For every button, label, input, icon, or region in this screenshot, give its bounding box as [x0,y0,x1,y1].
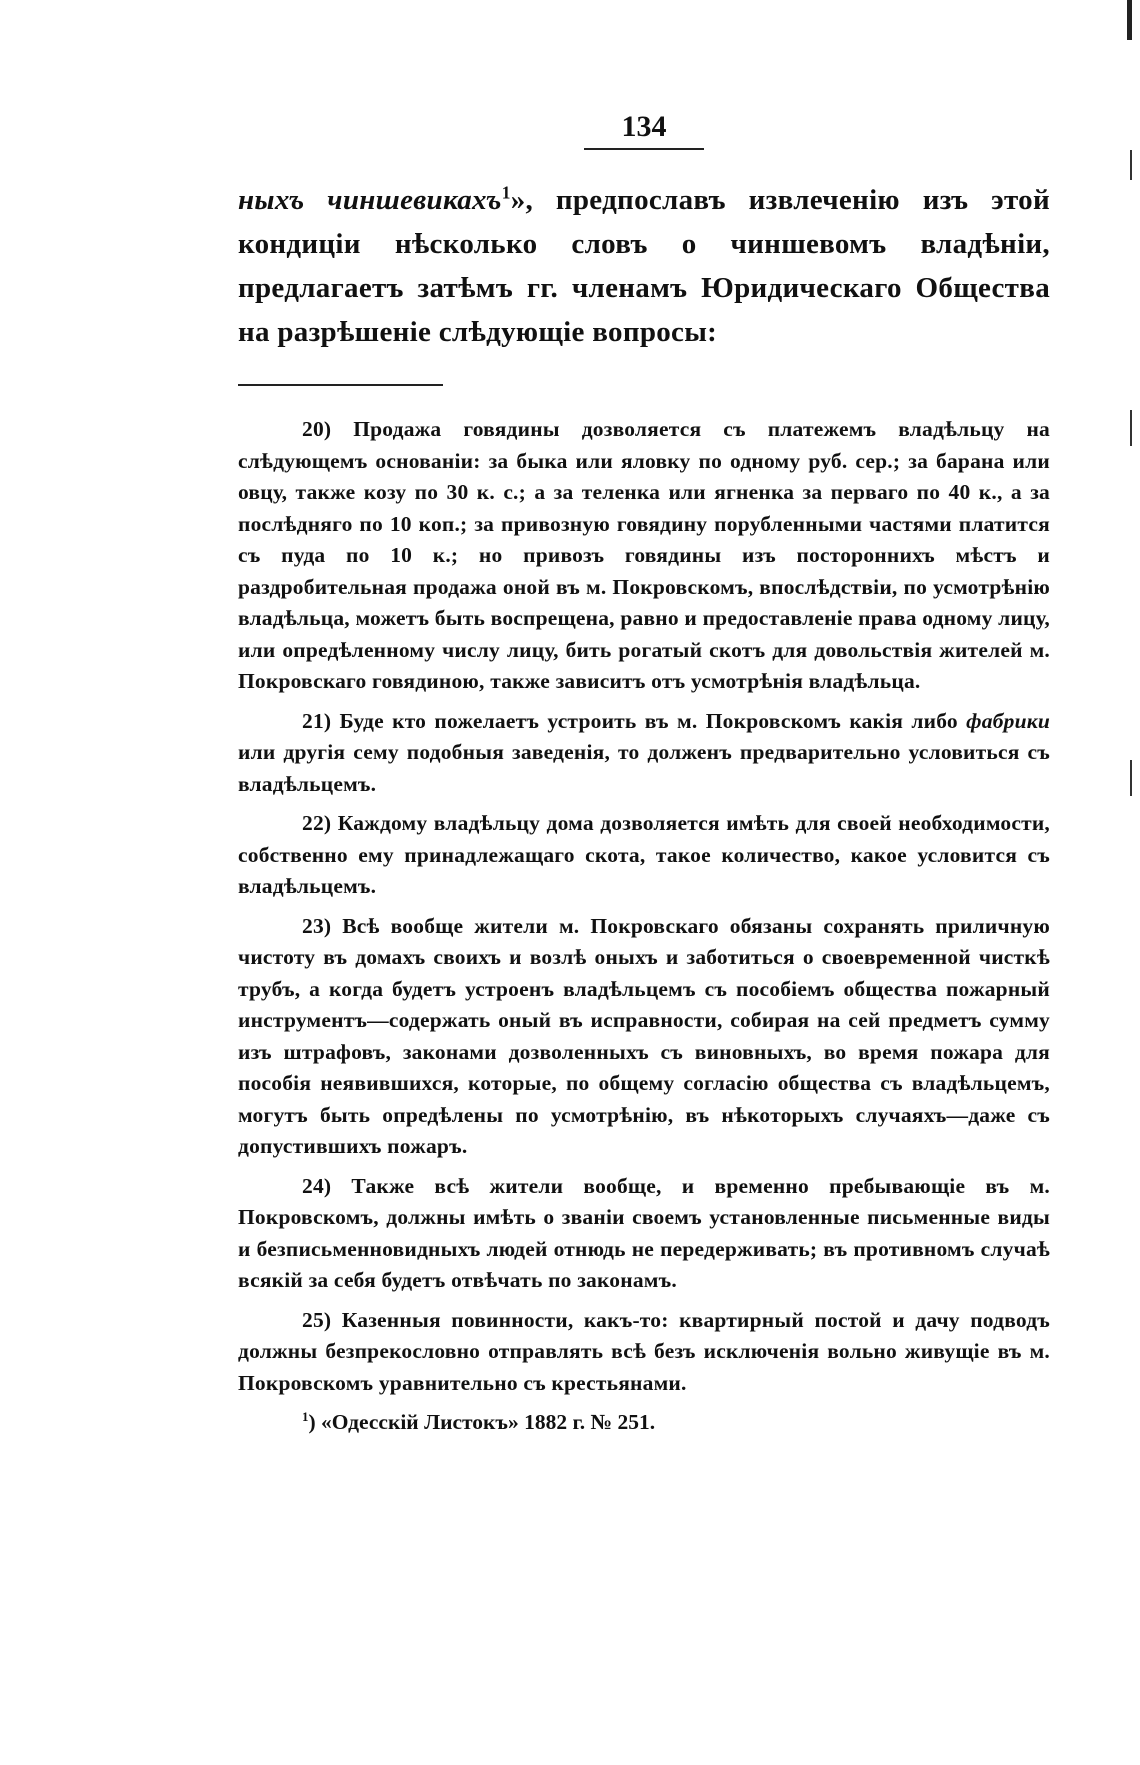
paragraph-20: 20) Продажа говядины дозволяется съ платежемъ владѣльцу на слѣдующемъ основаніи: за быка или яловку по одному руб. сер.; за барана или овцу, также козу по 30 к. с.; а за теленка или ягненка за перваго по 40 к., а за послѣдняго по 10 коп.; за привозную говядину порубленными частями платится съ пуда по 10 к.; но привозъ говядины изъ постороннихъ мѣстъ и раздробительная продажа оной въ м. Покровскомъ, впослѣдствіи, по усмотрѣнію владѣльца, можетъ быть воспрещена, равно и предоставленіе права одному лицу, или опредѣленному числу лицу, бить рогатый скотъ для довольствія жителей м. Покровскаго говядиною, также зависитъ отъ усмотрѣнія владѣльца. [238,417,1050,693]
footnote-marker: 1 [302,1409,309,1424]
paragraph-23: 23) Всѣ вообще жители м. Покровскаго обязаны сохранять приличную чистоту въ домахъ своихъ и возлѣ оныхъ и заботиться о своевременной чисткѣ трубъ, а когда будетъ устроенъ владѣльцемъ съ пособіемъ общества пожарный инструментъ—содержать оный въ исправности, собирая на сей предметъ сумму изъ штрафовъ, законами дозволенныхъ съ виновныхъ, во время пожара для пособія неявившихся, которые, по общему согласію общества съ владѣльцемъ, могутъ быть опредѣлены по усмотрѣнію, въ нѣкоторыхъ случаяхъ—даже съ допустившихъ пожаръ. [238,913,1050,1158]
paragraph-25: 25) Казенныя повинности, какъ-то: квартирный постой и дачу подводъ должны безпрекословно отправлять всѣ безъ исключенія вольно живущіе въ м. Покровскомъ уравнительно съ крестьянами. [238,1307,1050,1395]
paragraph-21 [238,706,1050,801]
book-page [238,110,1050,1439]
paragraph-21-text-start: 21) Буде кто пожелаетъ устроить въ м. Покровскомъ какія либо [302,708,967,733]
footnote [238,1407,1050,1439]
section-divider [238,384,443,386]
page-number-underline [584,148,704,150]
scan-edge-mark [1130,410,1132,446]
paragraph-22: 22) Каждому владѣльцу дома дозволяется имѣть для своей необходимости, собственно ему принадлежащаго скота, такое количество, какое условится съ владѣльцемъ. [238,811,1050,898]
footnote-reference: 1 [501,182,511,203]
intro-italic-text: ныхъ чиншевикахъ [238,184,502,216]
scan-edge-mark [1130,760,1132,796]
intro-text: », предпославъ извлеченію изъ этой кондиціи нѣсколько словъ о чиншевомъ владѣніи, предлагаетъ затѣмъ гг. членамъ Юридическаго Общества на разрѣшеніе слѣдующіе вопросы: [238,184,1050,348]
intro-paragraph [238,178,1050,354]
footnote-text: ) «Одесскій Листокъ» 1882 г. № 251. [308,1410,656,1434]
paragraph-21-text-end: или другія сему подобныя заведенія, то долженъ предварительно условиться съ владѣльцемъ. [238,740,1050,796]
scan-edge-line [1127,0,1132,40]
scan-edge-mark [1130,150,1132,180]
page-number: 134 [621,110,667,143]
paragraph-24: 24) Также всѣ жители вообще, и временно пребывающіе въ м. Покровскомъ, должны имѣть о званіи своемъ установленные письменные виды и безписьменновидныхъ людей отнюдь не передерживать; въ противномъ случаѣ всякій за себя будетъ отвѣчать по законамъ. [238,1173,1050,1292]
paragraph-21-italic: фабрики [966,708,1050,733]
